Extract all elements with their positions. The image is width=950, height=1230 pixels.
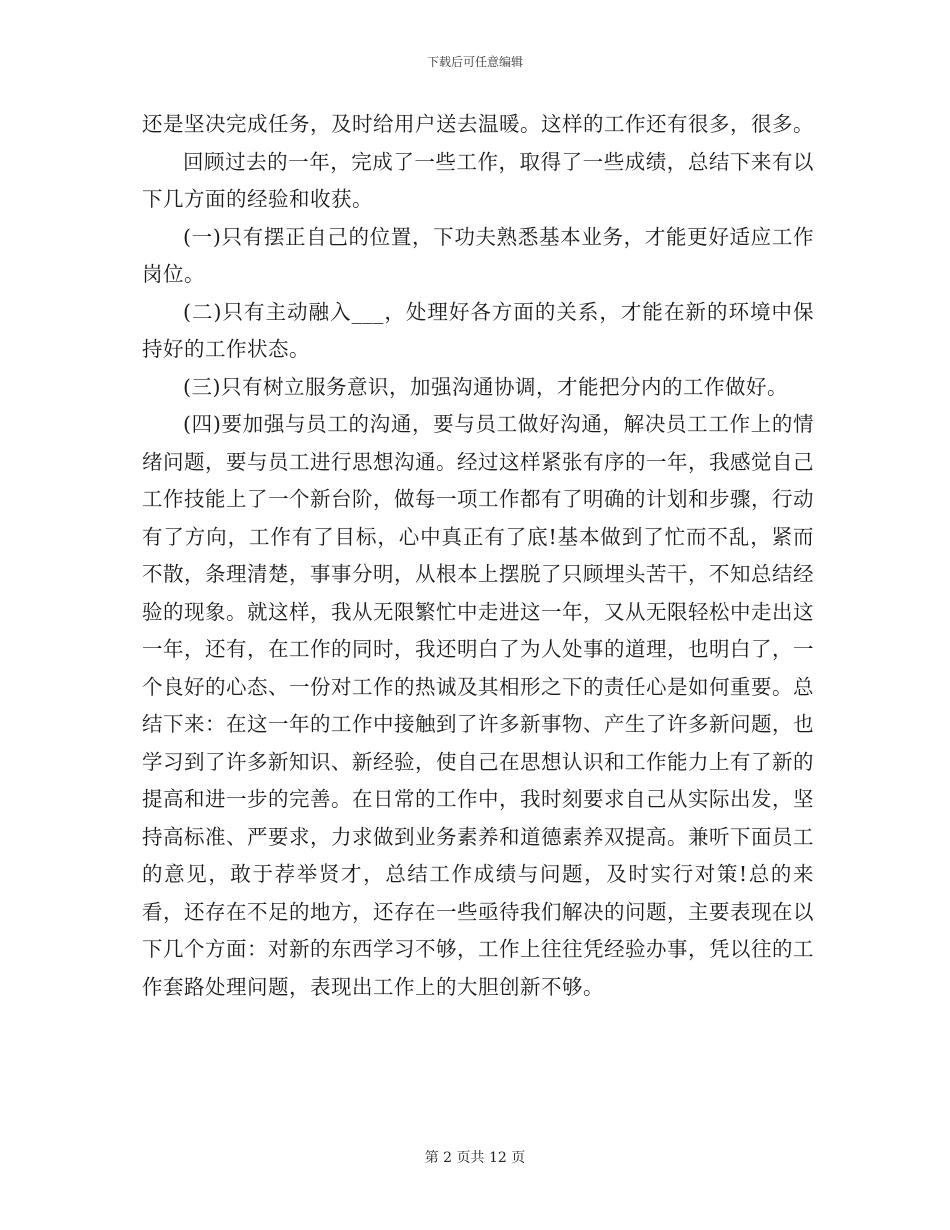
paragraph: (一)只有摆正自己的位置，下功夫熟悉基本业务，才能更好适应工作岗位。 bbox=[142, 224, 814, 286]
paragraph: (三)只有树立服务意识，加强沟通协调，才能把分内的工作做好。 bbox=[183, 374, 788, 399]
document-body bbox=[142, 106, 814, 1006]
page-header: 下载后可任意编辑 bbox=[426, 55, 523, 69]
paragraph: 回顾过去的一年，完成了一些工作，取得了一些成绩，总结下来有以下几方面的经验和收获。 bbox=[142, 149, 814, 211]
page-footer: 第 2 页共 12 页 bbox=[424, 1150, 526, 1166]
paragraph: (四)要加强与员工的沟通，要与员工做好沟通，解决员工工作上的情绪问题，要与员工进行思想沟通。经过这样紧张有序的一年，我感觉自己工作技能上了一个新台阶，做每一项工作都有了明确的计划和步骤，行动有了方向，工作有了目标，心中真正有了底!基本做到了忙而不乱，紧而不散，条理清楚，事事分明，从根本上摆脱了只顾埋头苦干，不知总结经验的现象。就这样，我从无限繁忙中走进这一年，又从无限轻松中走出这一年，还有，在工作的同时，我还明白了为人处事的道理，也明白了，一个良好的心态、一份对工作的热诚及其相形之下的责任心是如何重要。总结下来：在这一年的工作中接触到了许多新事物、产生了许多新问题，也学习到了许多新知识、新经验，使自己在思想认识和工作能力上有了新的提高和进一步的完善。在日常的工作中，我时刻要求自己从实际出发，坚持高标准、严要求，力求做到业务素养和道德素养双提高。兼听下面员工的意见，敢于荐举贤才，总结工作成绩与问题，及时实行对策!总的来看，还存在不足的地方，还存在一些亟待我们解决的问题，主要表现在以下几个方面：对新的东西学习不够，工作上往往凭经验办事，凭以往的工作套路处理问题，表现出工作上的大胆创新不够。 bbox=[142, 412, 814, 999]
paragraph: 还是坚决完成任务，及时给用户送去温暖。这样的工作还有很多，很多。 bbox=[142, 112, 814, 136]
paragraph: (二)只有主动融入___，处理好各方面的关系，才能在新的环境中保持好的工作状态。 bbox=[142, 299, 814, 361]
